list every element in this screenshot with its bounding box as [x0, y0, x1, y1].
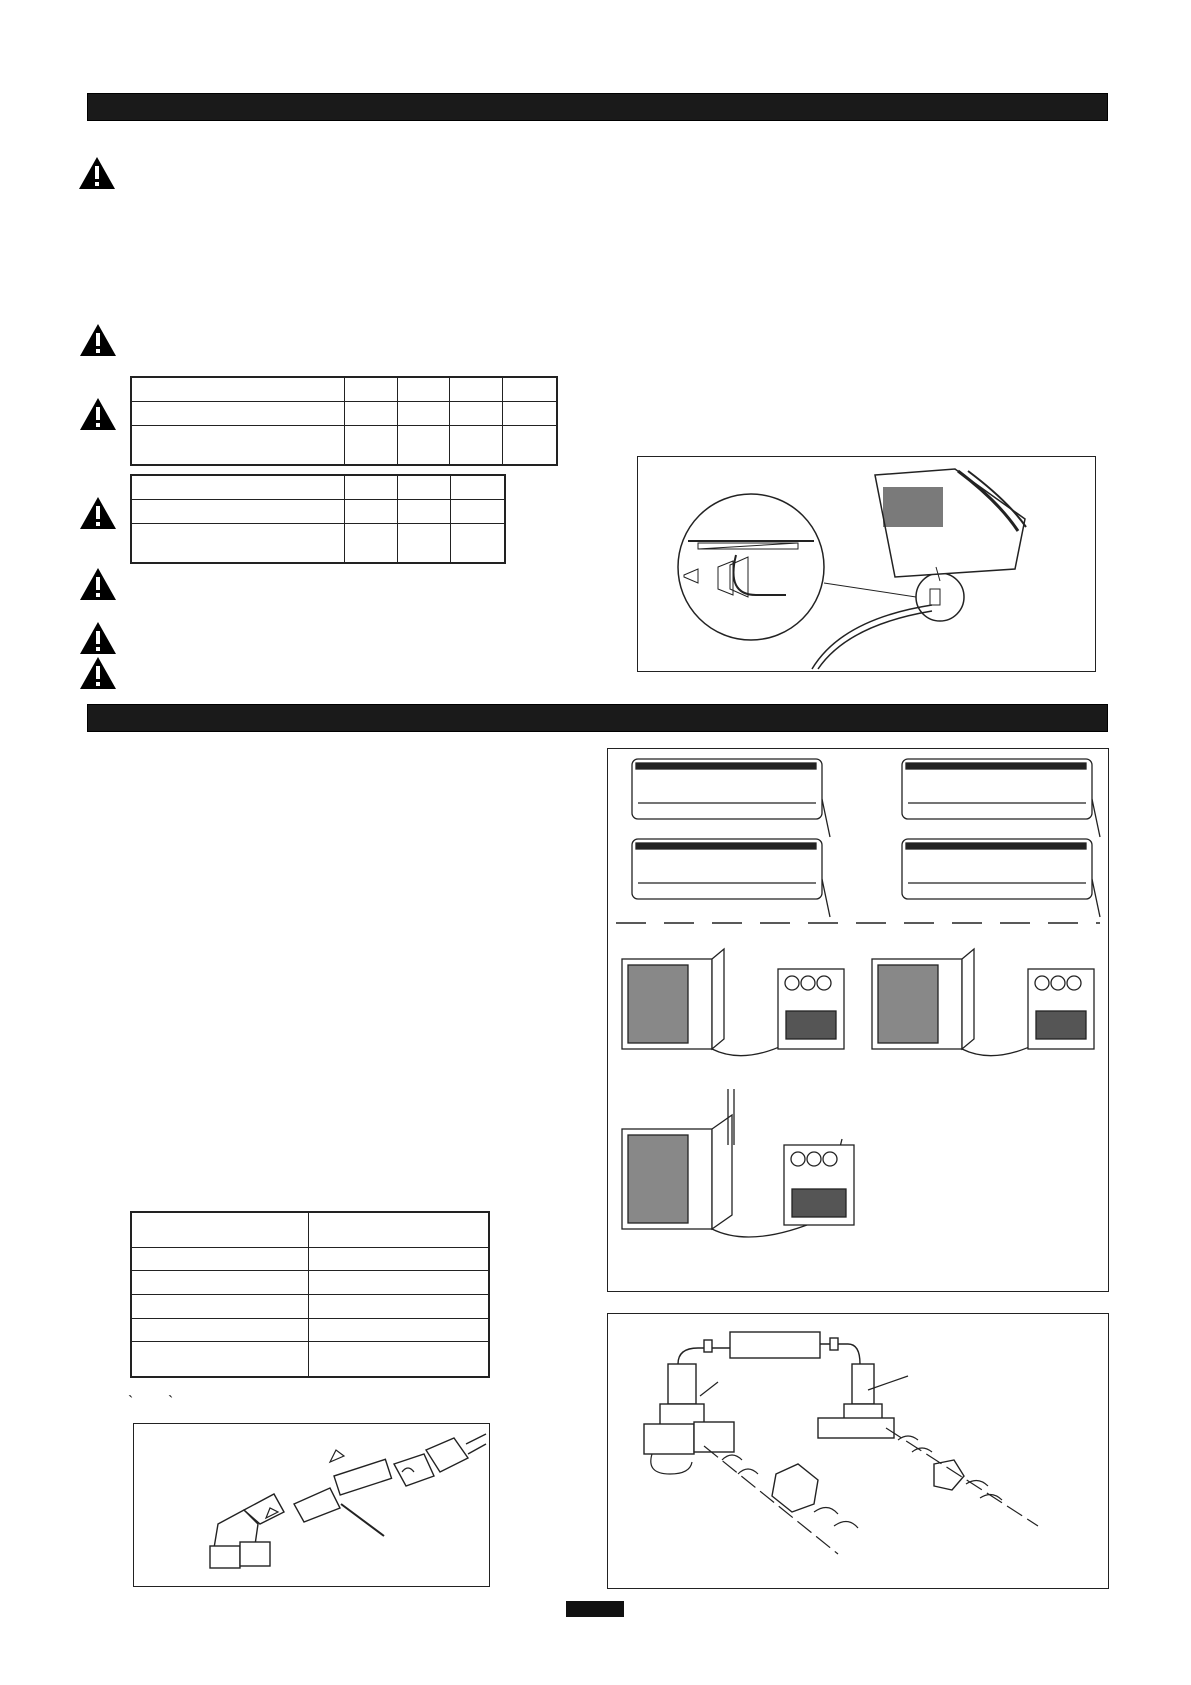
- warning-triangle-icon: [79, 656, 117, 690]
- table-cell: [502, 425, 557, 465]
- valve-bypass-illustration: [608, 1314, 1108, 1588]
- tick-mark: `: [128, 1394, 134, 1411]
- table-cell: [345, 475, 398, 499]
- table-cell: [345, 425, 398, 465]
- spec-table-c: [130, 1211, 490, 1378]
- table-cell: [131, 1271, 309, 1295]
- section-header-bar-2: [87, 704, 1108, 732]
- table-cell: [131, 401, 345, 425]
- section-header-bar-1: [87, 93, 1108, 121]
- table-cell: [397, 425, 450, 465]
- table-cell: [131, 1318, 309, 1342]
- table-cell: [309, 1342, 490, 1377]
- table-cell: [502, 401, 557, 425]
- warning-triangle-icon: [79, 567, 117, 601]
- spec-table-b: [130, 474, 506, 564]
- page-number-box: [566, 1601, 624, 1617]
- table-cell: [131, 1212, 309, 1247]
- table-cell: [450, 377, 503, 401]
- table-cell: [131, 475, 345, 499]
- figure-flare-connection: [133, 1423, 490, 1587]
- warning-triangle-icon: [79, 496, 117, 530]
- table-cell: [397, 377, 450, 401]
- warning-triangle-icon: [79, 323, 117, 357]
- table-cell: [131, 1294, 309, 1318]
- table-cell: [397, 401, 450, 425]
- warning-triangle-icon: [79, 397, 117, 431]
- table-cell: [502, 377, 557, 401]
- warning-triangle-icon: [78, 156, 116, 190]
- table-cell: [450, 475, 505, 499]
- spec-table-a: [130, 376, 558, 466]
- table-cell: [345, 523, 398, 563]
- table-cell: [345, 377, 398, 401]
- table-cell: [131, 377, 345, 401]
- table-cell: [450, 425, 503, 465]
- table-cell: [309, 1271, 490, 1295]
- table-cell: [131, 425, 345, 465]
- table-cell: [131, 1342, 309, 1377]
- table-cell: [131, 1247, 309, 1271]
- table-cell: [345, 401, 398, 425]
- table-cell: [397, 475, 450, 499]
- warning-triangle-icon: [79, 621, 117, 655]
- table-cell: [309, 1294, 490, 1318]
- table-cell: [397, 523, 450, 563]
- table-cell: [309, 1212, 490, 1247]
- table-cell: [131, 499, 345, 523]
- table-cell: [131, 523, 345, 563]
- units-vacuum-illustration: [608, 749, 1108, 1291]
- table-cell: [450, 499, 505, 523]
- table-cell: [309, 1318, 490, 1342]
- table-cell: [450, 401, 503, 425]
- drain-hose-illustration: [638, 457, 1095, 671]
- table-cell: [309, 1247, 490, 1271]
- table-cell: [345, 499, 398, 523]
- flare-connection-illustration: [134, 1424, 489, 1586]
- figure-units-vacuum: [607, 748, 1109, 1292]
- tick-mark: `: [168, 1394, 174, 1411]
- table-cell: [450, 523, 505, 563]
- table-cell: [397, 499, 450, 523]
- figure-valve-bypass: [607, 1313, 1109, 1589]
- figure-drain-hose: [637, 456, 1096, 672]
